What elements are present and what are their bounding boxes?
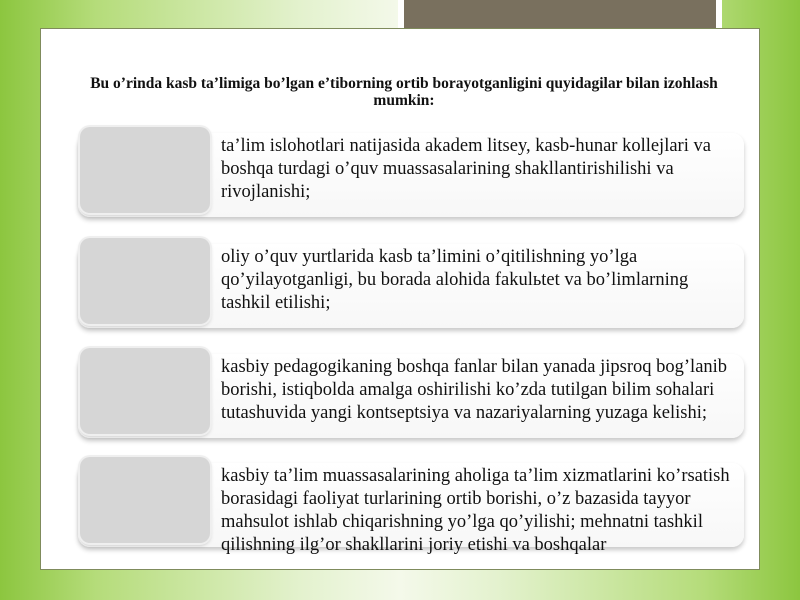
list-item-3 <box>78 346 744 442</box>
list-item-marker <box>80 127 210 213</box>
list-item-text: kasbiy pedagogikaning boshqa fanlar bilan yanada jipsroq bog’lanib borishi, istiqbolda amalga oshirilishi ko’zda tutilgan bilim sohalari tutashuvida yangi kontseptsiya va nazariyalarning yuzaga kelishi; <box>221 357 728 423</box>
list-item-text: ta’lim islohotlari natijasida akadem litsey, kasb-hunar kollejlari va boshqa turdagi o’quv muassasalarining shakllantirishilishi va rivojlanishi; <box>221 136 711 202</box>
slide-heading: Bu o’rinda kasb ta’limiga bo’lgan e’tiborning ortib borayotganligini quyidagilar bilan izohlash mumkin: <box>90 75 718 109</box>
list-item-text: oliy o’quv yurtlarida kasb ta’limini o’qitilishning yo’lga qo’yilayotganligi, bu borada alohida fakulьtet va bo’limlarning tashkil etilishi; <box>221 247 689 313</box>
slide-panel <box>40 28 760 570</box>
list-item-marker <box>80 348 210 434</box>
list-item-4 <box>78 455 744 555</box>
list-item-text: kasbiy ta’lim muassasalarining aholiga ta’lim xizmatlarini ko’rsatish borasidagi faoliyat turlarining ortib borishi, o’z bazasida tayyor mahsulot ishlab chiqarishning yo’lga qo’yilishi; mehnatni tashkil qilishning ilg’or shakllarini joriy etishi va boshqalar <box>221 466 730 555</box>
list-item-marker <box>80 457 210 543</box>
list-item-1 <box>78 125 744 221</box>
list-item-marker <box>80 238 210 324</box>
list-item-2 <box>78 236 744 332</box>
